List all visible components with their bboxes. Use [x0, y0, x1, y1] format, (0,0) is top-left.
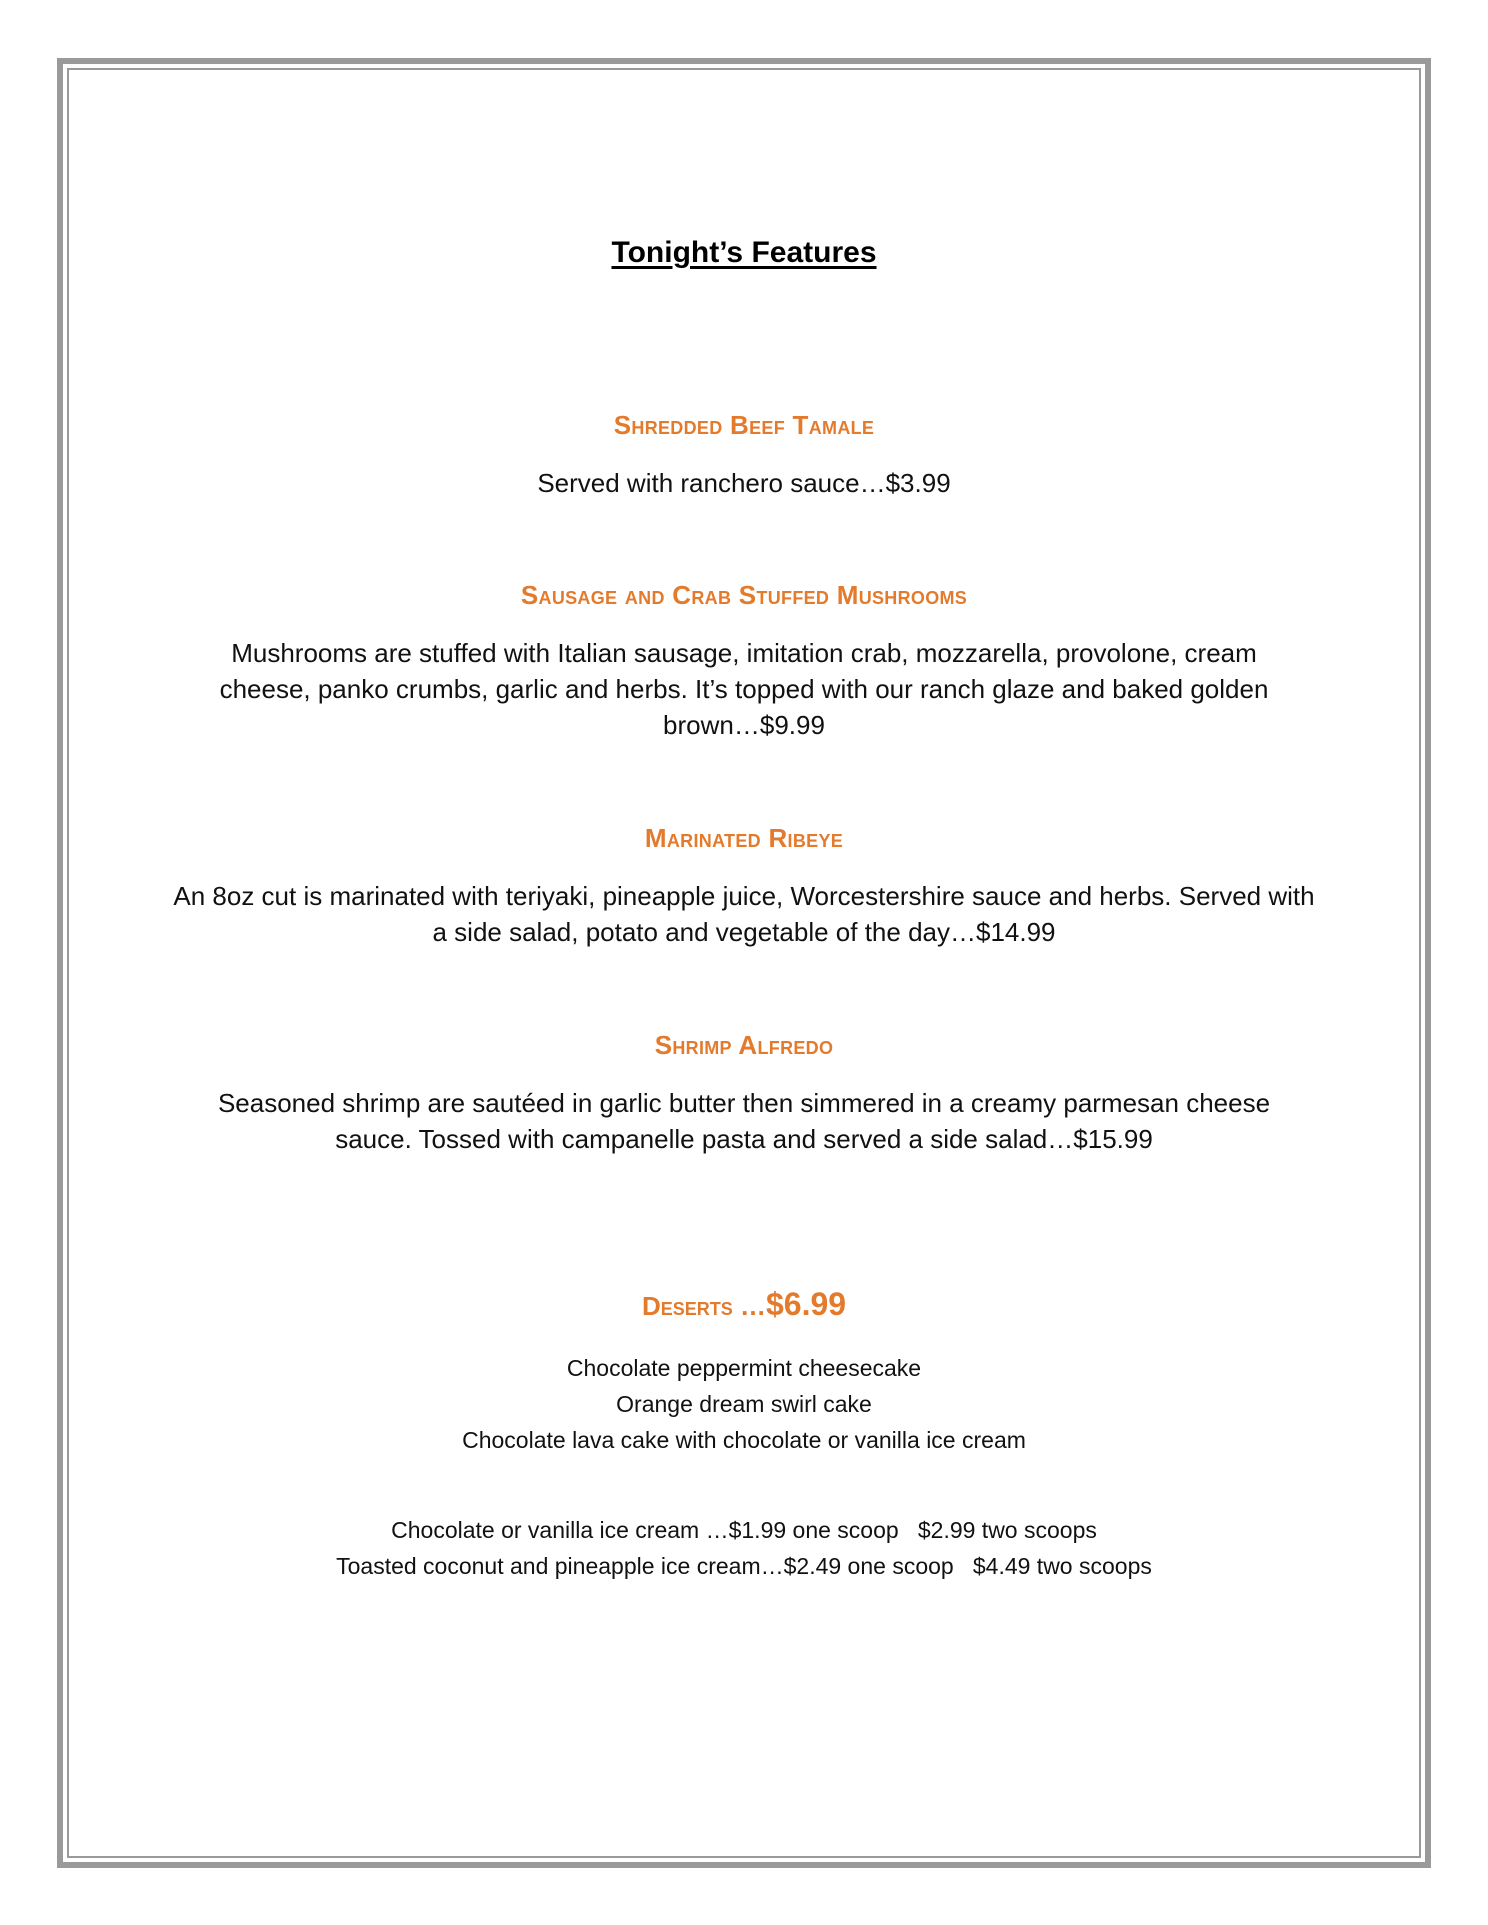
item-description-shrimp-alfredo: Seasoned shrimp are sautéed in garlic butter then simmered in a creamy parmesan cheese sauce. Tossed with campanelle pasta and served a side salad…$15.99	[217, 1088, 1271, 1154]
item-description-mushrooms: Mushrooms are stuffed with Italian sausage, imitation crab, mozzarella, provolone, cream cheese, panko crumbs, garlic and herbs. It’s topped with our ranch glaze and baked golden brown…$9.99	[219, 638, 1269, 740]
desert-list-item: Chocolate lava cake with chocolate or vanilla ice cream	[462, 1427, 1026, 1453]
deserts-heading-label: Deserts …	[641, 1291, 766, 1321]
item-description-tamale: Served with ranchero sauce…$3.99	[537, 468, 951, 498]
ice-cream-line: Chocolate or vanilla ice cream …$1.99 one scoop $2.99 two scoops	[391, 1517, 1097, 1543]
page-border-inner	[67, 68, 1421, 1858]
desert-list-item: Orange dream swirl cake	[616, 1391, 872, 1417]
deserts-price: $6.99	[765, 1286, 847, 1322]
item-name-tamale: Shredded Beef Tamale	[613, 410, 875, 440]
deserts-heading	[140, 1286, 1348, 1323]
item-name-ribeye: Marinated Ribeye	[644, 823, 844, 853]
item-description-ribeye: An 8oz cut is marinated with teriyaki, pineapple juice, Worcestershire sauce and herbs. Served with a side salad, potato and vegetable of the day…$14.99	[173, 881, 1315, 947]
ice-cream-line: Toasted coconut and pineapple ice cream…$2.49 one scoop $4.49 two scoops	[336, 1553, 1152, 1579]
item-name-mushrooms: Sausage and Crab Stuffed Mushrooms	[520, 580, 968, 610]
page-title: Tonight’s Features	[611, 236, 877, 269]
item-name-shrimp-alfredo: Shrimp Alfredo	[654, 1030, 834, 1060]
desert-list-item: Chocolate peppermint cheesecake	[566, 1355, 922, 1381]
